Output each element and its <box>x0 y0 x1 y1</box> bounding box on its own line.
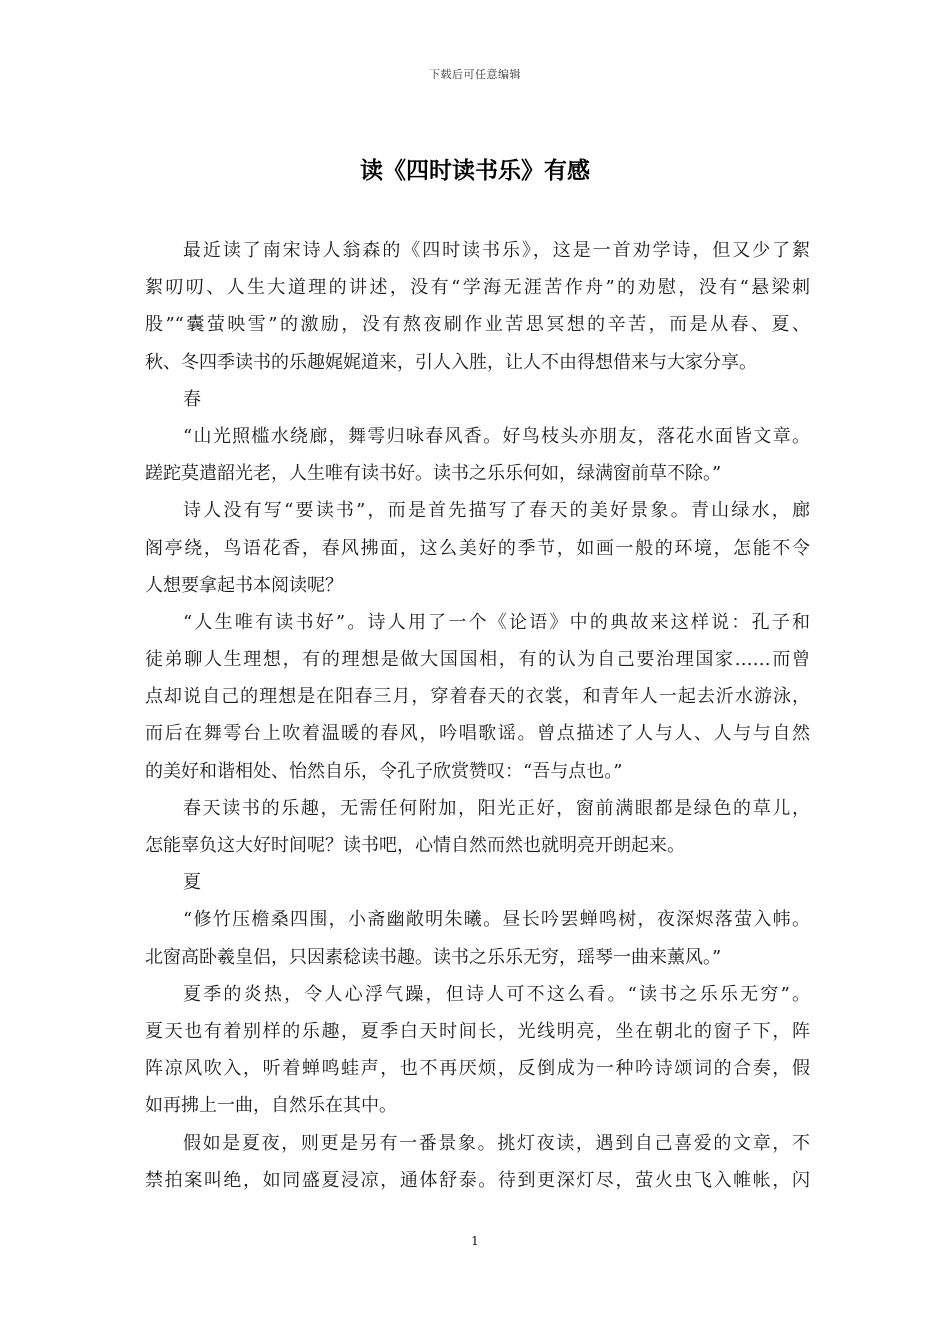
text-line: 人想要拿起书本阅读呢？ <box>145 574 343 596</box>
text-line: 春 <box>183 388 201 410</box>
text-line: 假如是夏夜，则更是另有一番景象。挑灯夜读，遇到自己喜爱的文章，不 <box>183 1132 810 1154</box>
text-line: 阵凉风吹入，听着蝉鸣蛙声，也不再厌烦，反倒成为一种吟诗颂词的合奏，假 <box>145 1058 810 1080</box>
document-body <box>145 232 810 1199</box>
text-line: 徒弟聊人生理想，有的理想是做大国国相，有的认为自己要治理国家……而曾 <box>145 649 810 671</box>
text-line: 点却说自己的理想是在阳春三月，穿着春天的衣裳，和青年人一起去沂水游泳， <box>145 686 810 708</box>
text-line: 最近读了南宋诗人翁森的《四时读书乐》，这是一首劝学诗，但又少了絮 <box>183 240 810 261</box>
text-line: “修竹压檐桑四围，小斋幽敞明朱曦。昼长吟罢蝉鸣树，夜深烬落萤入帏。 <box>183 909 810 931</box>
text-line: 秋、冬四季读书的乐趣娓娓道来，引人入胜，让人不由得想借来与大家分享。 <box>145 351 757 373</box>
text-line: 春天读书的乐趣，无需任何附加，阳光正好，窗前满眼都是绿色的草儿， <box>183 797 810 819</box>
text-line: 的美好和谐相处、怡然自乐，令孔子欣赏赞叹：“吾与点也。” <box>145 760 623 782</box>
text-line: 夏 <box>183 872 201 894</box>
header-note: 下载后可任意编辑 <box>429 68 521 81</box>
text-line: 阁亭绕，鸟语花香，春风拂面，这么美好的季节，如画一般的环境，怎能不令 <box>145 537 810 559</box>
text-line: 如再拂上一曲，自然乐在其中。 <box>145 1095 397 1117</box>
text-line: 诗人没有写“要读书”，而是首先描写了春天的美好景象。青山绿水，廊 <box>183 500 810 522</box>
text-line: 夏天也有着别样的乐趣，夏季白天时间长，光线明亮，坐在朝北的窗子下，阵 <box>145 1020 810 1042</box>
text-line: 怎能辜负这大好时间呢？读书吧，心情自然而然也就明亮开朗起来。 <box>145 835 685 856</box>
text-line: 絮叨叨、人生大道理的讲述，没有“学海无涯苦作舟”的劝慰，没有“悬梁刺 <box>145 277 810 299</box>
text-line: 夏季的炎热，令人心浮气躁，但诗人可不这么看。“读书之乐乐无穷”。 <box>183 983 810 1005</box>
text-line: 股”“囊萤映雪”的激励，没有熬夜刷作业苦思冥想的辛苦，而是从春、夏、 <box>145 314 810 336</box>
document-title: 读《四时读书乐》有感 <box>360 158 590 184</box>
text-line: 禁拍案叫绝，如同盛夏浸凉，通体舒泰。待到更深灯尽，萤火虫飞入帷帐，闪 <box>145 1169 810 1191</box>
page-number: 1 <box>471 1234 479 1248</box>
text-line: 蹉跎莫遣韶光老，人生唯有读书好。读书之乐乐何如，绿满窗前草不除。” <box>145 463 722 485</box>
text-line: “人生唯有读书好”。诗人用了一个《论语》中的典故来这样说：孔子和 <box>183 611 810 633</box>
text-line: 北窗高卧羲皇侣，只因素稔读书趣。读书之乐乐无穷，瑶琴一曲来薰风。” <box>145 946 722 968</box>
text-line: “山光照槛水绕廊，舞雩归咏春风香。好鸟枝头亦朋友，落花水面皆文章。 <box>183 425 810 447</box>
text-line: 而后在舞雩台上吹着温暖的春风，吟唱歌谣。曾点描述了人与人、人与与自然 <box>145 723 810 745</box>
